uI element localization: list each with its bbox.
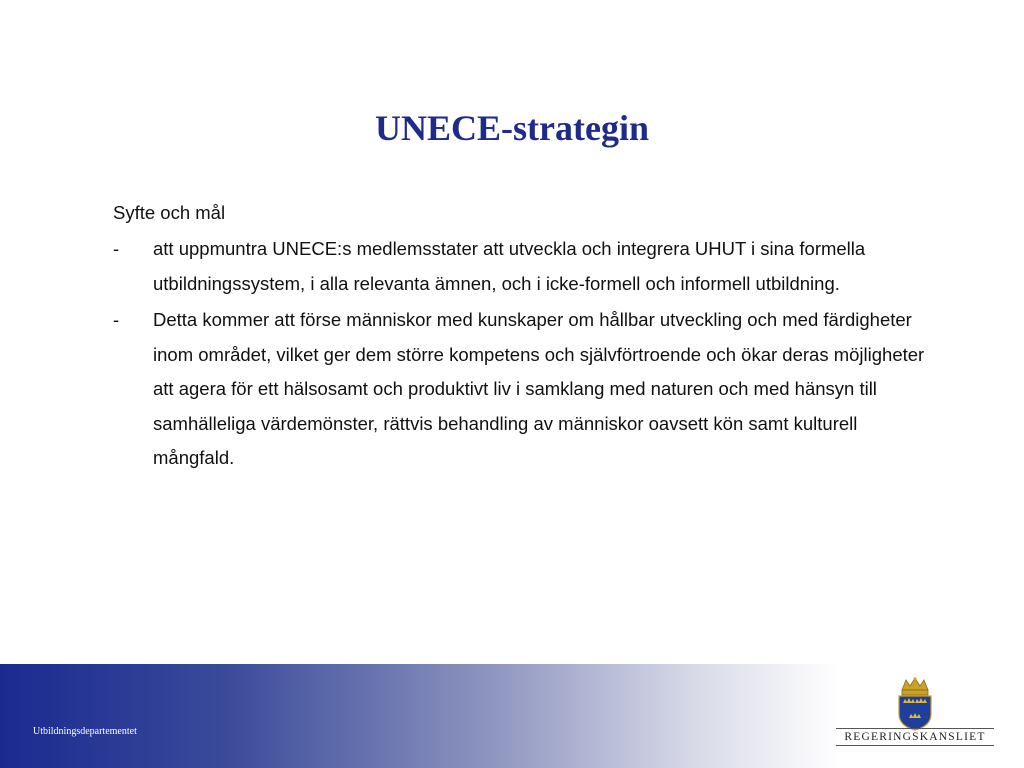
subheading: Syfte och mål [113, 202, 226, 223]
crown-icon [902, 677, 928, 695]
bullet-text: att uppmuntra UNECE:s medlemsstater att utveckla och integrera UHUT i sina formella utbildningssystem, i alla relevanta ämnen, och i icke-formell och informell utbildning. [153, 238, 866, 294]
slide-content [113, 196, 943, 478]
slide-title: UNECE-strategin [375, 108, 649, 148]
bullet-text: Detta kommer att förse människor med kunskaper om hållbar utveckling och med färdigheter inom området, vilket ger dem större kompetens och självförtroende och ökar deras möjligheter att agera för ett hälsosamt och produktivt liv i samklang med naturen och med hänsyn till samhälleliga värdemönster, rättvis behandling av människor oavsett kön samt kulturell mångfald. [153, 309, 925, 468]
logo-wordmark: REGERINGSKANSLIET [836, 728, 994, 746]
bullet-item [113, 303, 943, 476]
department-label: Utbildningsdepartementet [33, 726, 137, 737]
shield-icon [899, 696, 931, 730]
bullet-item [113, 232, 943, 301]
bullet-marker: - [113, 309, 120, 330]
bullet-marker: - [113, 238, 120, 259]
